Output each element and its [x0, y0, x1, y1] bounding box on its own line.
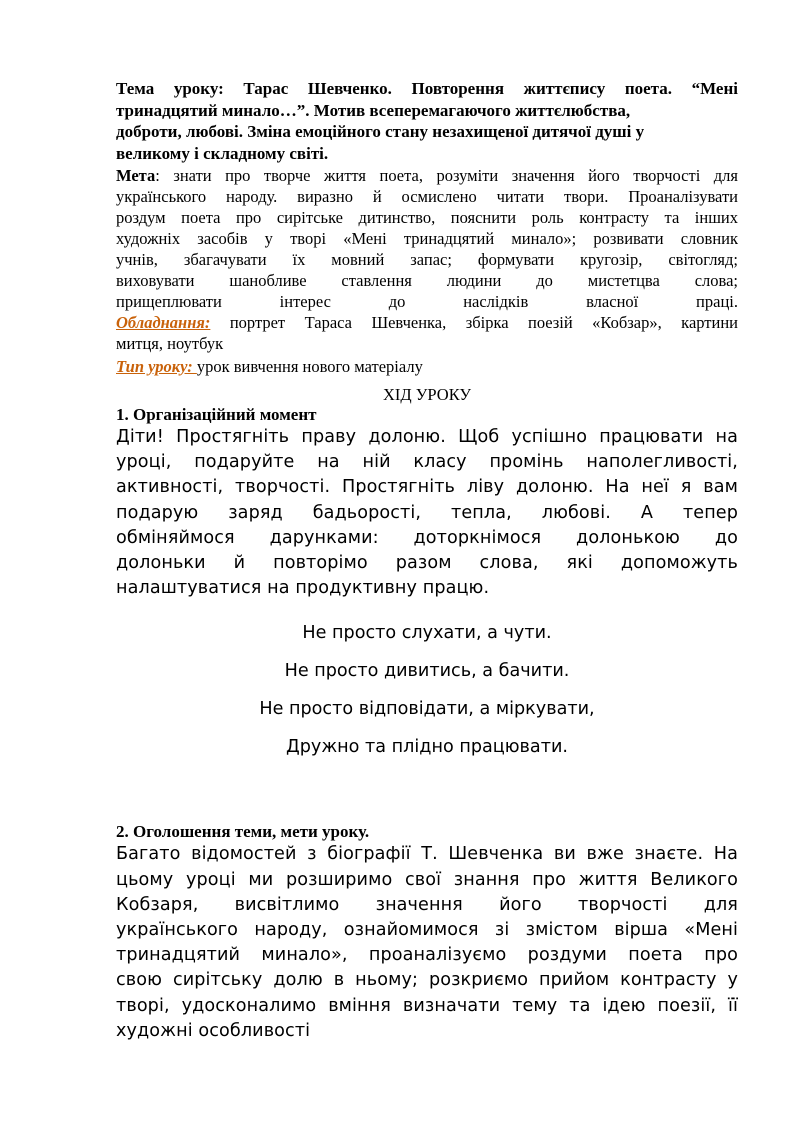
body-line: художні особливості	[116, 1020, 311, 1041]
body-line: українського народу, ознайомимося зі змістом вірша «Мені	[116, 920, 738, 941]
title-line: великому і складному світі.	[116, 143, 329, 163]
title-line: тринадцятий минало…”. Мотив всеперемагаючого життєлюбства,	[116, 100, 631, 120]
motto-poem	[116, 614, 738, 766]
goal-line: учнів, збагачувати їх мовний запас; формувати кругозір, світогляд;	[116, 250, 738, 269]
lesson-type-line: Тип уроку: урок вивчення нового матеріалу	[116, 357, 423, 376]
body-line: цьому уроці ми розширимо свої знання про життя Великого	[116, 869, 738, 890]
section2-body	[116, 842, 738, 1044]
body-line: подарую заряд бадьорості, тепла, любові. А тепер	[116, 502, 738, 523]
goal-block	[116, 165, 738, 312]
goal-line: художніх засобів у творі «Мені тринадцятий минало»; розвивати словник	[116, 229, 738, 248]
body-line: активності, творчості. Простягніть ліву долоню. На неї я вам	[116, 477, 738, 498]
poem-line: Не просто слухати, а чути.	[302, 623, 552, 644]
equipment-line: Обладнання: портрет Тараса Шевченка, збірка поезій «Кобзар», картини	[116, 313, 738, 332]
poem-line: Не просто відповідати, а міркувати,	[259, 699, 595, 720]
goal-line: українського народу. виразно й осмислено читати твори. Проаналізувати	[116, 187, 738, 206]
poem-line: Дружно та плідно працювати.	[286, 737, 568, 758]
goal-line: прищеплювати інтерес до наслідків власної праці.	[116, 292, 738, 311]
body-line: Діти! Простягніть праву долоню. Щоб успішно працювати на	[116, 427, 738, 447]
body-line: обміняймося дарунками: доторкнімося долонькою до	[116, 527, 738, 548]
course-heading: ХІД УРОКУ	[382, 385, 472, 404]
body-line: Багато відомостей з біографії Т. Шевченка ви вже знаєте. На	[116, 844, 738, 865]
body-line: Кобзаря, висвітлимо значення його творчості для	[116, 894, 738, 915]
goal-line: роздум поета про сирітське дитинство, пояснити роль контрасту та інших	[116, 208, 738, 227]
goal-line: Мета: знати про творче життя поета, розуміти значення його творчості для	[116, 166, 738, 185]
body-line: налаштуватися на продуктивну працю.	[116, 578, 490, 599]
body-line: свою сирітську долю в ньому; розкриємо прийом контрасту у	[116, 970, 738, 991]
section1-heading: 1. Організаційний момент	[116, 405, 317, 424]
poem-line: Не просто дивитись, а бачити.	[284, 661, 570, 682]
lesson-type-label[interactable]: Тип уроку:	[116, 357, 197, 376]
lesson-type-block	[116, 356, 738, 377]
section1-body	[116, 425, 738, 601]
document-page	[116, 78, 738, 1044]
body-line: творі, удосконалимо вміння визначати тему та ідею поезії, її	[116, 995, 738, 1016]
equipment-label[interactable]: Обладнання:	[116, 313, 211, 332]
equipment-block	[116, 312, 738, 354]
body-line: долоньки й повторімо разом слова, які допоможуть	[116, 553, 738, 574]
lesson-title	[116, 78, 738, 164]
title-line: доброти, любові. Зміна емоційного стану незахищеної дитячої душі у	[116, 122, 645, 141]
goal-label: Мета	[116, 166, 156, 185]
goal-line: виховувати шанобливе ставлення людини до мистетцва слова;	[116, 271, 738, 290]
body-line: тринадцятий минало», проаналізуємо роздуми поета про	[116, 945, 738, 966]
section2-heading: 2. Оголошення теми, мети уроку.	[116, 822, 370, 842]
body-line: уроці, подаруйте на ній класу промінь наполегливості,	[116, 452, 738, 473]
title-line: Тема уроку: Тарас Шевченко. Повторення життєпису поета. “Мені	[116, 79, 738, 98]
equipment-line: митця, ноутбук	[116, 334, 224, 353]
